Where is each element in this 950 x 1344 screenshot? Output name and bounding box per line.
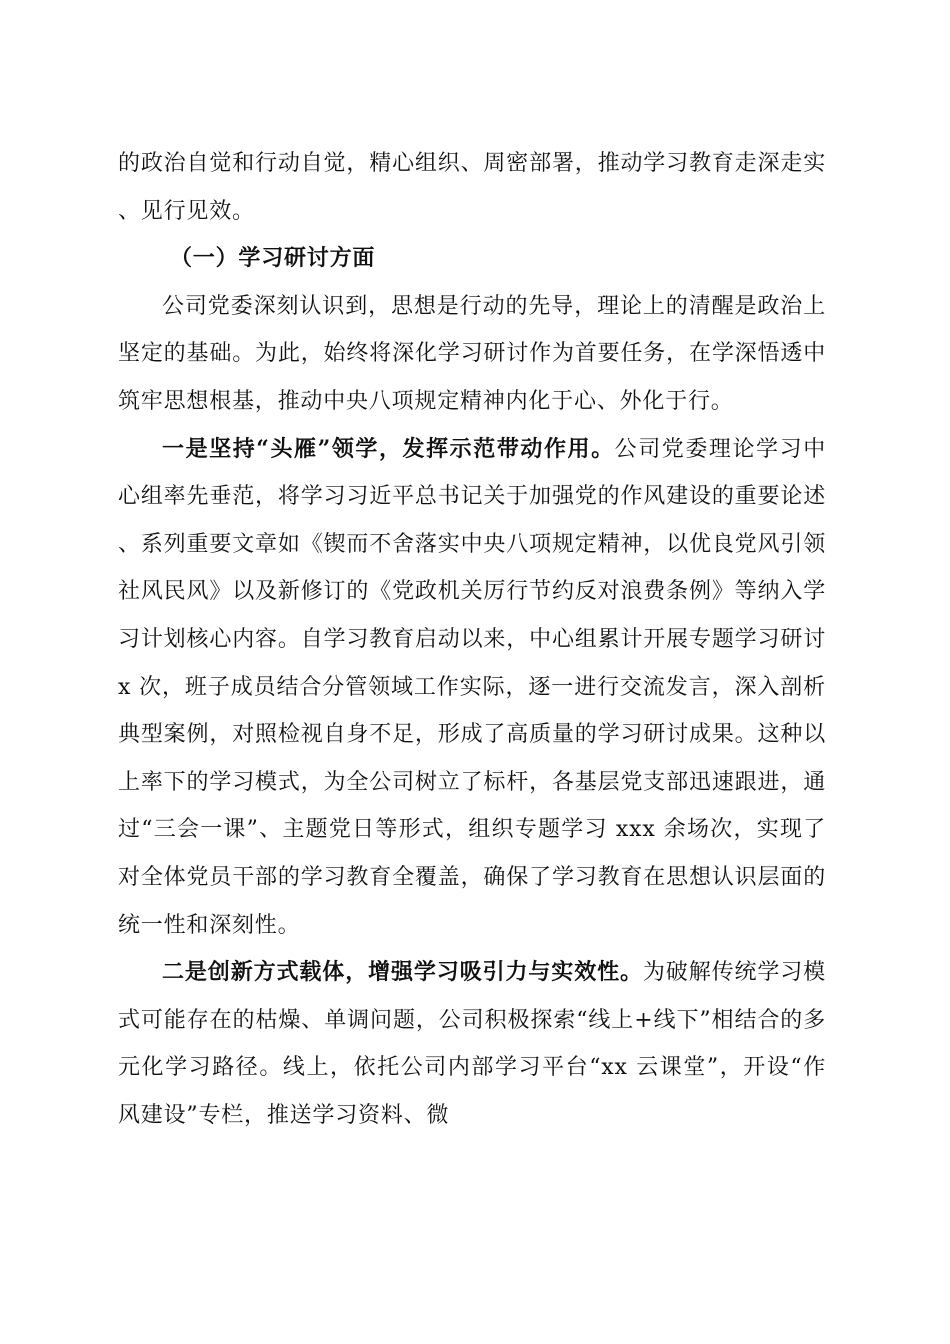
- point-one-text: 公司党委理论学习中心组率先垂范，将学习习近平总书记关于加强党的作风建设的重要论述、系列重要文章如《锲而不舍落实中央八项规定精神，以优良党风引领社风民风》以及新修订的《党政机关厉行节约反对浪费条例》等纳入学习计划核心内容。自学习教育启动以来，中心组累计开展专题学习研讨 x 次，班子成员结合分管领域工作实际，逐一进行交流发言，深入剖析典型案例，对照检视自身不足，形成了高质量的学习研讨成果。这种以上率下的学习模式，为全公司树立了标杆，各基层党支部迅速跟进，通过“三会一课”、主题党日等形式，组织专题学习 xxx 余场次，实现了对全体党员干部的学习教育全覆盖，确保了学习教育在思想认识层面的统一性和深刻性。: [118, 436, 826, 938]
- section-heading: （一）学习研讨方面: [170, 245, 376, 272]
- point-two-paragraph: [118, 949, 826, 1139]
- point-one-paragraph: [118, 426, 826, 950]
- point-two-lead: 二是创新方式载体，增强学习吸引力与实效性。: [162, 959, 643, 986]
- intro-paragraph: 公司党委深刻认识到，思想是行动的先导，理论上的清醒是政治上坚定的基础。为此，始终将深化学习研讨作为首要任务，在学深悟透中筑牢思想根基，推动中央八项规定精神内化于心、外化于行。: [118, 293, 826, 414]
- point-one-lead: 一是坚持“头雁”领学，发挥示范带动作用。: [162, 435, 615, 462]
- document-body: [118, 140, 826, 1139]
- continuation-paragraph: 的政治自觉和行动自觉，精心组织、周密部署，推动学习教育走深走实、见行见效。: [118, 151, 826, 224]
- point-two-text: 为破解传统学习模式可能存在的枯燥、单调问题，公司积极探索“线上+线下”相结合的多元化学习路径。线上，依托公司内部学习平台“xx 云课堂”，开设“作风建设”专栏，推送学习资料、微: [118, 960, 826, 1128]
